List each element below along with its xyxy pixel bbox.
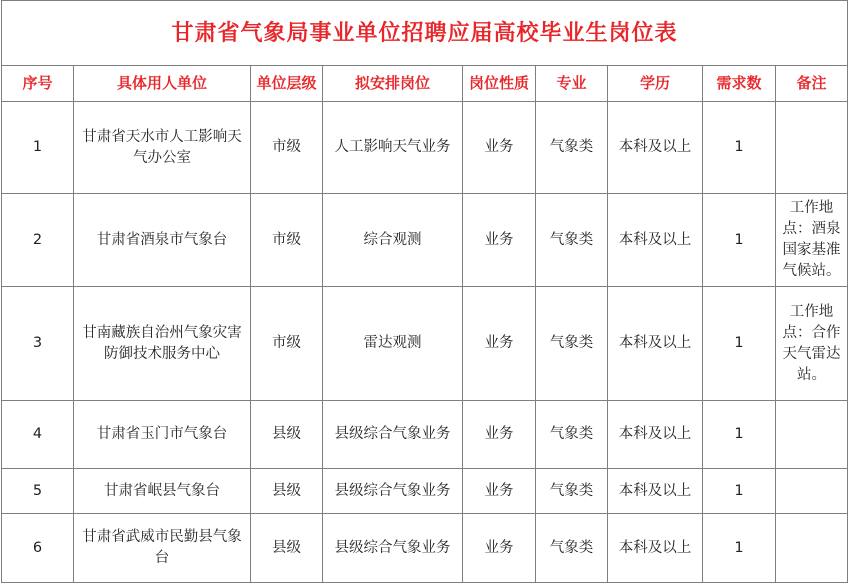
header-level: 单位层级 xyxy=(251,66,323,102)
cell-no: 6 xyxy=(2,514,74,583)
cell-post: 综合观测 xyxy=(323,194,463,287)
cell-education: 本科及以上 xyxy=(608,514,703,583)
cell-count: 1 xyxy=(703,469,776,514)
cell-level: 市级 xyxy=(251,287,323,401)
cell-post: 县级综合气象业务 xyxy=(323,469,463,514)
cell-nature: 业务 xyxy=(463,194,536,287)
cell-nature: 业务 xyxy=(463,102,536,194)
cell-no: 5 xyxy=(2,469,74,514)
header-no: 序号 xyxy=(2,66,74,102)
cell-major: 气象类 xyxy=(536,401,608,469)
cell-nature: 业务 xyxy=(463,469,536,514)
cell-post: 雷达观测 xyxy=(323,287,463,401)
header-major: 专业 xyxy=(536,66,608,102)
cell-level: 县级 xyxy=(251,401,323,469)
cell-unit: 甘肃省酒泉市气象台 xyxy=(74,194,251,287)
title-row xyxy=(2,1,848,66)
cell-note: 工作地点：合作天气雷达站。 xyxy=(776,287,848,401)
cell-unit: 甘肃省岷县气象台 xyxy=(74,469,251,514)
cell-level: 县级 xyxy=(251,469,323,514)
cell-count: 1 xyxy=(703,401,776,469)
cell-major: 气象类 xyxy=(536,194,608,287)
cell-no: 3 xyxy=(2,287,74,401)
cell-note xyxy=(776,469,848,514)
cell-note: 工作地点：酒泉国家基准气候站。 xyxy=(776,194,848,287)
table-row xyxy=(2,102,848,194)
cell-unit: 甘肃省武威市民勤县气象台 xyxy=(74,514,251,583)
cell-level: 市级 xyxy=(251,194,323,287)
table-row xyxy=(2,287,848,401)
header-nature: 岗位性质 xyxy=(463,66,536,102)
cell-post: 县级综合气象业务 xyxy=(323,401,463,469)
cell-major: 气象类 xyxy=(536,102,608,194)
header-row xyxy=(2,66,848,102)
header-post: 拟安排岗位 xyxy=(323,66,463,102)
cell-note xyxy=(776,514,848,583)
table-row xyxy=(2,194,848,287)
cell-no: 4 xyxy=(2,401,74,469)
cell-education: 本科及以上 xyxy=(608,102,703,194)
cell-unit: 甘肃省天水市人工影响天气办公室 xyxy=(74,102,251,194)
cell-education: 本科及以上 xyxy=(608,469,703,514)
cell-major: 气象类 xyxy=(536,287,608,401)
cell-no: 1 xyxy=(2,102,74,194)
cell-count: 1 xyxy=(703,514,776,583)
cell-nature: 业务 xyxy=(463,401,536,469)
header-education: 学历 xyxy=(608,66,703,102)
cell-level: 市级 xyxy=(251,102,323,194)
cell-post: 人工影响天气业务 xyxy=(323,102,463,194)
post-table xyxy=(1,0,848,583)
cell-nature: 业务 xyxy=(463,514,536,583)
cell-count: 1 xyxy=(703,287,776,401)
cell-major: 气象类 xyxy=(536,469,608,514)
table-row xyxy=(2,401,848,469)
cell-note xyxy=(776,401,848,469)
cell-education: 本科及以上 xyxy=(608,401,703,469)
table-row xyxy=(2,469,848,514)
cell-note xyxy=(776,102,848,194)
table-title: 甘肃省气象局事业单位招聘应届高校毕业生岗位表 xyxy=(2,1,848,66)
header-count: 需求数 xyxy=(703,66,776,102)
cell-count: 1 xyxy=(703,194,776,287)
table-row xyxy=(2,514,848,583)
header-unit: 具体用人单位 xyxy=(74,66,251,102)
cell-post: 县级综合气象业务 xyxy=(323,514,463,583)
cell-major: 气象类 xyxy=(536,514,608,583)
cell-no: 2 xyxy=(2,194,74,287)
cell-count: 1 xyxy=(703,102,776,194)
cell-unit: 甘南藏族自治州气象灾害防御技术服务中心 xyxy=(74,287,251,401)
cell-level: 县级 xyxy=(251,514,323,583)
cell-education: 本科及以上 xyxy=(608,194,703,287)
header-note: 备注 xyxy=(776,66,848,102)
cell-nature: 业务 xyxy=(463,287,536,401)
cell-education: 本科及以上 xyxy=(608,287,703,401)
cell-unit: 甘肃省玉门市气象台 xyxy=(74,401,251,469)
